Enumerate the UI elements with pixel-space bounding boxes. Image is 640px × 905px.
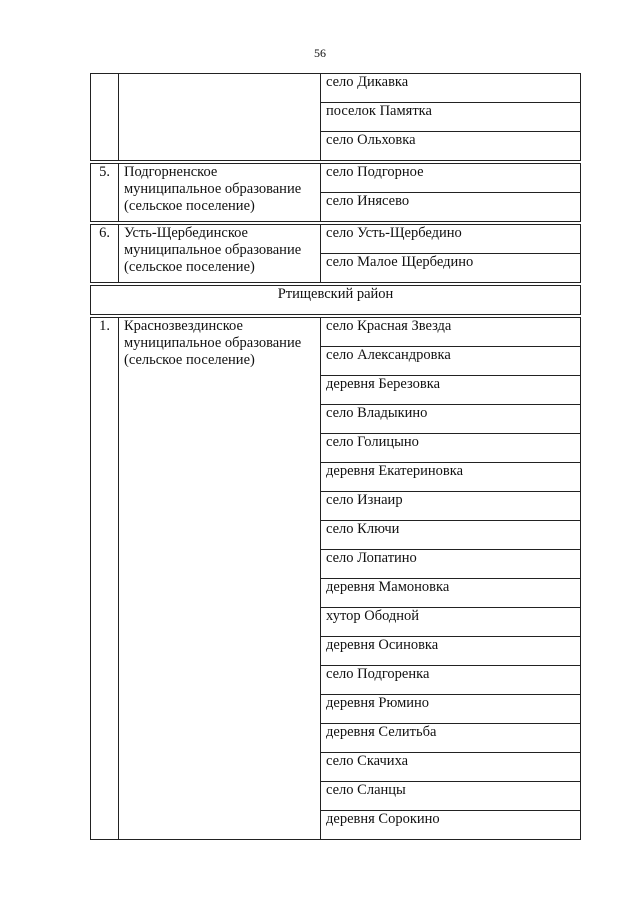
settlement-name: село Лопатино [321, 550, 581, 579]
settlement-name: деревня Осиновка [321, 637, 581, 666]
settlement-name: село Владыкино [321, 405, 581, 434]
row-number: 5. [91, 164, 119, 222]
settlement-name: село Усть-Щербедино [321, 225, 581, 254]
settlement-name: деревня Селитьба [321, 724, 581, 753]
row-number: 6. [91, 225, 119, 283]
table-row [91, 164, 581, 193]
settlement-name: село Подгорное [321, 164, 581, 193]
settlement-name: село Ольховка [321, 132, 581, 161]
settlement-name: село Малое Щербедино [321, 254, 581, 283]
row-number: 1. [91, 318, 119, 840]
table-row [91, 74, 581, 103]
settlement-name: хутор Ободной [321, 608, 581, 637]
settlement-name: село Александровка [321, 347, 581, 376]
district-row [91, 286, 581, 315]
settlement-name: село Красная Звезда [321, 318, 581, 347]
settlement-name: деревня Мамоновка [321, 579, 581, 608]
row-number [91, 74, 119, 161]
settlement-name: деревня Сорокино [321, 811, 581, 840]
settlement-name: село Сланцы [321, 782, 581, 811]
table-row [91, 225, 581, 254]
settlement-name: село Дикавка [321, 74, 581, 103]
settlement-name: село Голицыно [321, 434, 581, 463]
settlement-name: село Скачиха [321, 753, 581, 782]
settlement-name: село Инясево [321, 193, 581, 222]
municipality-name: Краснозвездинское муниципальное образование (сельское поселение) [119, 318, 321, 840]
municipality-name: Подгорненское муниципальное образование (сельское поселение) [119, 164, 321, 222]
settlement-name: село Подгоренка [321, 666, 581, 695]
settlement-name: деревня Березовка [321, 376, 581, 405]
municipality-name: Усть-Щербединское муниципальное образование (сельское поселение) [119, 225, 321, 283]
settlement-name: деревня Рюмино [321, 695, 581, 724]
settlement-name: поселок Памятка [321, 103, 581, 132]
settlement-name: село Ключи [321, 521, 581, 550]
settlement-name: село Изнаир [321, 492, 581, 521]
page-number: 56 [314, 46, 326, 60]
settlement-name: деревня Екатериновка [321, 463, 581, 492]
district-heading: Ртищевский район [91, 286, 581, 315]
municipality-name [119, 74, 321, 161]
settlements-table [90, 73, 581, 840]
table-row [91, 318, 581, 347]
